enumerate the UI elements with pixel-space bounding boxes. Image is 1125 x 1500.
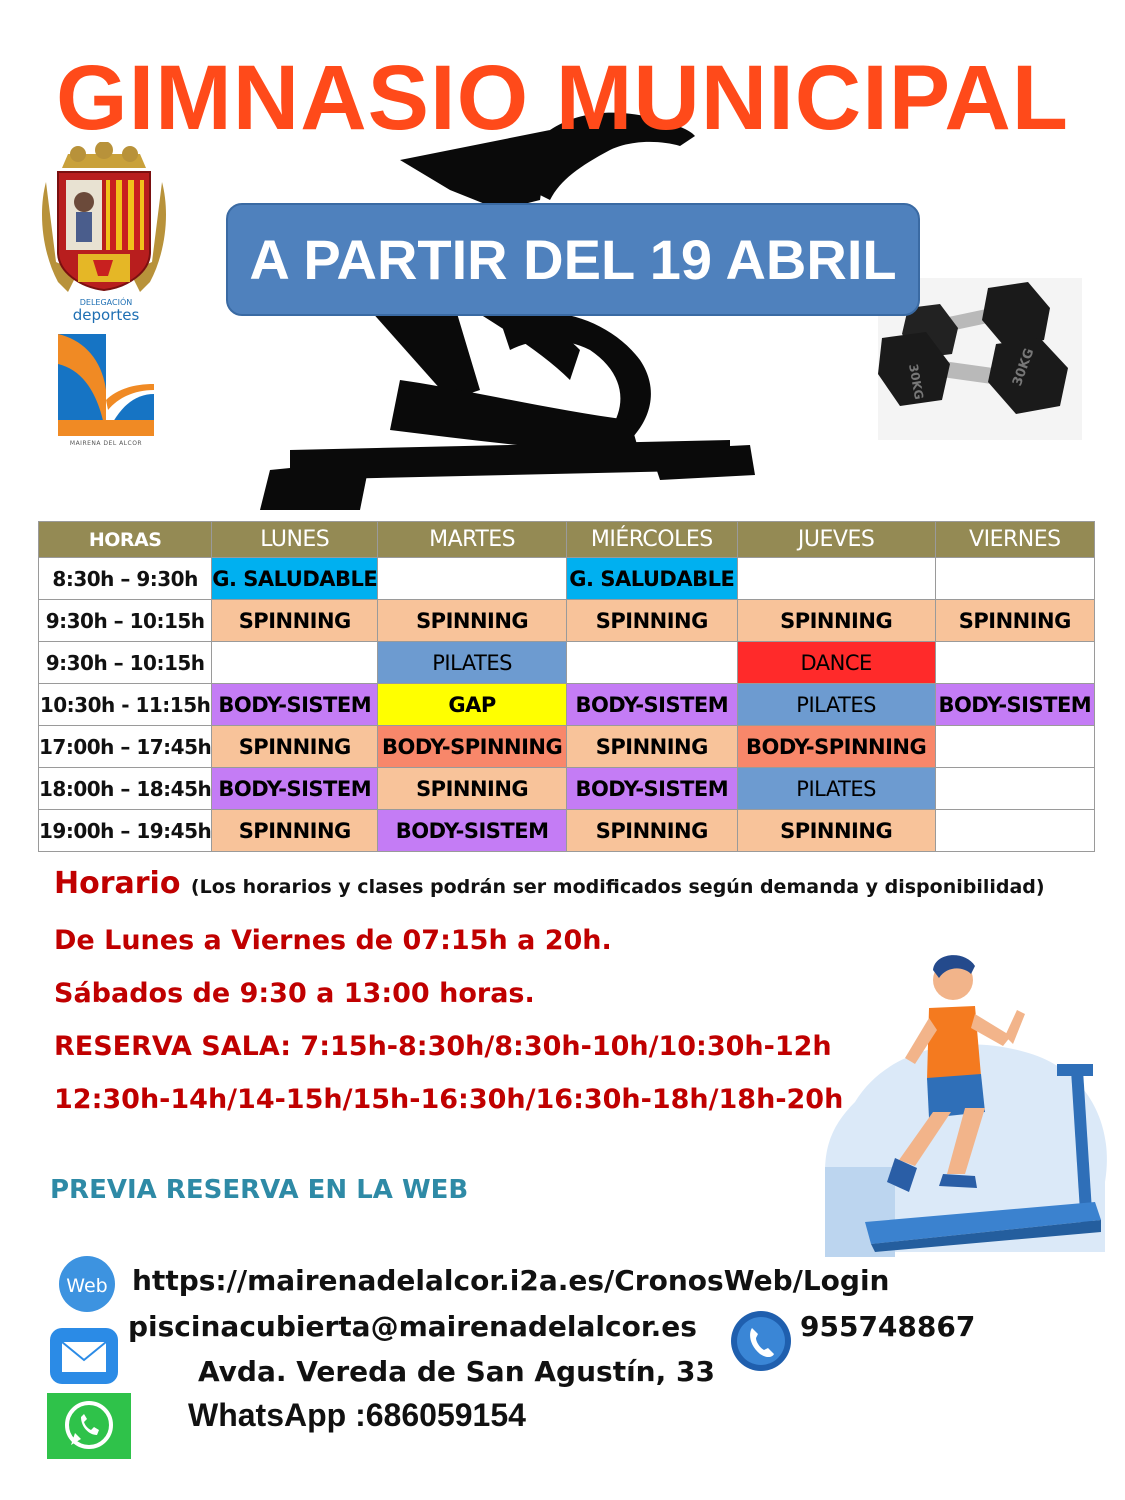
saturday-hours: Sábados de 9:30 a 13:00 horas. <box>54 978 535 1009</box>
table-row <box>39 684 1095 726</box>
mail-icon <box>50 1328 118 1384</box>
page-title: GIMNASIO MUNICIPAL <box>56 47 1069 149</box>
table-row <box>39 810 1095 852</box>
hour-cell: 18:00h – 18:45h <box>39 768 212 810</box>
class-cell: G. SALUDABLE <box>212 558 378 600</box>
header-lunes: LUNES <box>212 522 378 558</box>
horario-line <box>54 866 1045 901</box>
table-row <box>39 768 1095 810</box>
horario-label: Horario <box>54 866 181 901</box>
deportes-logo <box>56 300 156 455</box>
class-cell: BODY-SISTEM <box>567 768 738 810</box>
hour-cell: 9:30h – 10:15h <box>39 642 212 684</box>
table-row <box>39 726 1095 768</box>
header-horas: HORAS <box>39 522 212 558</box>
header-miercoles: MIÉRCOLES <box>567 522 738 558</box>
class-cell <box>935 810 1094 852</box>
class-cell <box>935 642 1094 684</box>
reserva-sala-continued: 12:30h-14h/14-15h/15h-16:30h/16:30h-18h/18h-20h <box>54 1084 844 1115</box>
table-row <box>39 558 1095 600</box>
class-cell <box>378 558 567 600</box>
dumbbell-weight-label: 30KG <box>1010 346 1038 389</box>
class-cell: SPINNING <box>935 600 1094 642</box>
email-address[interactable]: piscinacubierta@mairenadelalcor.es <box>128 1310 697 1343</box>
schedule-header-row <box>39 522 1095 558</box>
class-cell: BODY-SPINNING <box>378 726 567 768</box>
header-martes: MARTES <box>378 522 567 558</box>
class-cell: PILATES <box>378 642 567 684</box>
class-cell: DANCE <box>737 642 935 684</box>
previa-reserva-label: PREVIA RESERVA EN LA WEB <box>50 1175 469 1205</box>
phone-icon <box>730 1310 792 1372</box>
hour-cell: 17:00h – 17:45h <box>39 726 212 768</box>
horario-note: (Los horarios y clases podrán ser modificados según demanda y disponibilidad) <box>190 876 1045 898</box>
table-row <box>39 600 1095 642</box>
class-cell <box>212 642 378 684</box>
whatsapp-icon <box>47 1393 131 1459</box>
weekday-hours: De Lunes a Viernes de 07:15h a 20h. <box>54 925 612 956</box>
deportes-top-label: DELEGACIÓN <box>79 298 133 307</box>
web-icon-label: Web <box>66 1275 108 1297</box>
class-cell: PILATES <box>737 684 935 726</box>
deportes-word: deportes <box>72 306 140 324</box>
phone-number[interactable]: 955748867 <box>800 1310 976 1343</box>
class-cell <box>737 558 935 600</box>
class-cell: BODY-SISTEM <box>935 684 1094 726</box>
schedule-table <box>38 521 1095 852</box>
web-icon <box>57 1252 117 1320</box>
class-cell: SPINNING <box>567 600 738 642</box>
class-cell: PILATES <box>737 768 935 810</box>
treadmill-runner-illustration <box>825 952 1115 1257</box>
class-cell: SPINNING <box>567 810 738 852</box>
class-cell: BODY-SPINNING <box>737 726 935 768</box>
class-cell: G. SALUDABLE <box>567 558 738 600</box>
class-cell: SPINNING <box>378 768 567 810</box>
reserva-sala: RESERVA SALA: 7:15h-8:30h/8:30h-10h/10:30h-12h <box>54 1031 832 1062</box>
hour-cell: 19:00h – 19:45h <box>39 810 212 852</box>
class-cell: BODY-SISTEM <box>212 684 378 726</box>
hour-cell: 10:30h - 11:15h <box>39 684 212 726</box>
hour-cell: 8:30h – 9:30h <box>39 558 212 600</box>
coat-of-arms-logo <box>38 142 170 297</box>
address: Avda. Vereda de San Agustín, 33 <box>198 1355 715 1388</box>
class-cell: BODY-SISTEM <box>378 810 567 852</box>
reservation-url[interactable]: https://mairenadelalcor.i2a.es/CronosWeb/Login <box>132 1264 890 1297</box>
class-cell: SPINNING <box>737 810 935 852</box>
header-viernes: VIERNES <box>935 522 1094 558</box>
class-cell: BODY-SISTEM <box>567 684 738 726</box>
class-cell: SPINNING <box>212 600 378 642</box>
class-cell: SPINNING <box>567 726 738 768</box>
class-cell <box>935 768 1094 810</box>
header-jueves: JUEVES <box>737 522 935 558</box>
class-cell <box>935 558 1094 600</box>
class-cell: SPINNING <box>212 726 378 768</box>
class-cell <box>567 642 738 684</box>
class-cell: GAP <box>378 684 567 726</box>
dumbbell-weight-label-2: 30KG <box>906 362 927 401</box>
class-cell: BODY-SISTEM <box>212 768 378 810</box>
class-cell: SPINNING <box>378 600 567 642</box>
hour-cell: 9:30h – 10:15h <box>39 600 212 642</box>
class-cell <box>935 726 1094 768</box>
class-cell: SPINNING <box>212 810 378 852</box>
table-row <box>39 642 1095 684</box>
date-banner: A PARTIR DEL 19 ABRIL <box>226 203 920 316</box>
whatsapp-number[interactable]: WhatsApp :686059154 <box>188 1397 526 1433</box>
deportes-town: MAIRENA DEL ALCOR <box>69 440 143 447</box>
class-cell: SPINNING <box>737 600 935 642</box>
